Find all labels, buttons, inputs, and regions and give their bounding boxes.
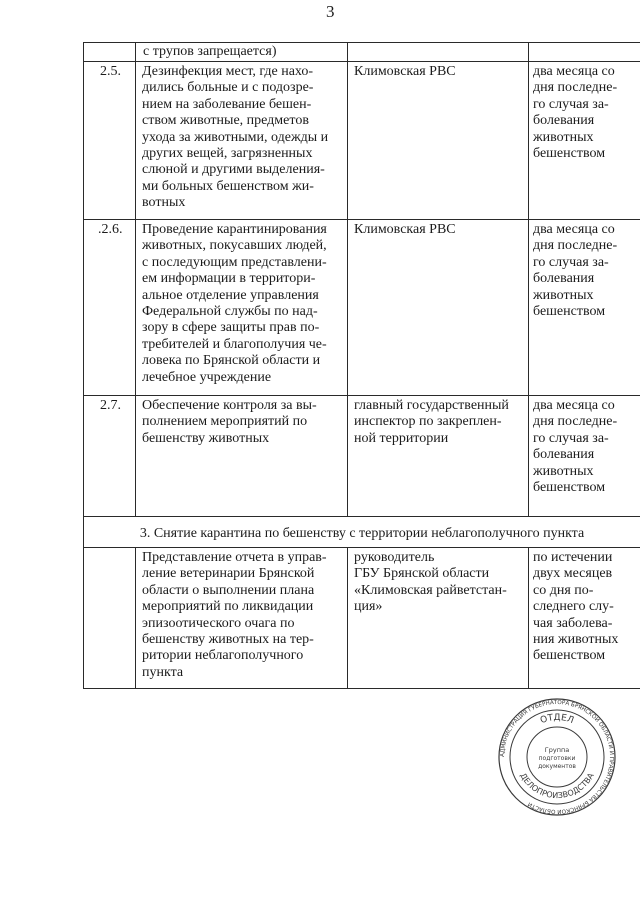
table-rule-section3-bottom [83,547,640,548]
stamp-ring-bottom-text: ДЕЛОПРОИЗВОДСТВА [518,771,596,801]
office-stamp [497,697,617,817]
row-2-7-responsible: главный государственный инспектор по закреплен- ной территории [354,398,509,446]
column-divider-2 [347,42,348,516]
section-3-heading: 3. Снятие карантина по бешенству с территории неблагополучного пункта [139,526,585,541]
table-rule-row-2-6 [83,219,640,220]
table-rule-row-2-7 [83,395,640,396]
table-rule-bottom [83,688,640,689]
row-2-5-deadline: два месяца со дня последне- го случая за- болевания животных бешенством [533,64,618,162]
row-2-5-responsible: Климовская РВС [354,64,456,79]
table-left-border [83,42,84,688]
row-2-7-action: Обеспечение контроля за вы- полнением мероприятий по бешенству животных [142,398,317,446]
row-0-action: с трупов запрещается) [143,44,277,59]
row-2-5-action: Дезинфекция мест, где нахо- дились больные и с подозре- нием на заболевание бешен- ством животные, предметов ухода за животными, одежды и других вещей, загрязненных слюной и другими выделения- ми больных бешенством жи- вотных [142,64,329,211]
table-rule-row-2-5 [83,61,640,62]
stamp-outer-text: АДМИНИСТРАЦИЯ ГУБЕРНАТОРА БРЯНСКОЙ ОБЛАСТИ И ПРАВИТЕЛЬСТВА БРЯНСКОЙ ОБЛАСТИ [499,699,615,815]
column-divider-3-final [528,547,529,688]
row-2-7-deadline: два месяца со дня последне- го случая за- болевания животных бешенством [533,398,618,496]
row-2-7-number: 2.7. [100,398,121,413]
table-rule-section3-top [83,516,640,517]
column-divider-1-final [135,547,136,688]
stamp-center-line-1: Группа [544,746,570,754]
page-number: 3 [326,2,335,21]
final-row-deadline: по истечении двух месяцев со дня по- следнего слу- чая заболева- ния животных бешенством [533,550,619,664]
row-2-6-number: .2.6. [98,222,123,237]
row-2-6-action: Проведение карантинирования животных, покусавших людей, с последующим представлени- ем информации в территори- альное отделение управления Федеральной службы по над- зору в сфере защиты прав по- требителей и благополучия че- ловека по Брянской области и лечебное учреждение [142,222,327,385]
stamp-center-line-3: документов [538,763,576,770]
final-row-responsible: руководитель ГБУ Брянской области «Климовская райветстан- ция» [354,550,507,615]
column-divider-1 [135,42,136,516]
stamp-ring-top-text: ОТДЕЛ [539,712,575,727]
row-2-6-responsible: Климовская РВС [354,222,456,237]
column-divider-3 [528,42,529,516]
table-rule-top [83,42,640,43]
stamp-center-line-2: подготовки [538,755,576,762]
svg-text:ОТДЕЛ [539,713,575,726]
column-divider-2-final [347,547,348,688]
row-2-6-deadline: два месяца со дня последне- го случая за- болевания животных бешенством [533,222,618,320]
final-row-action: Представление отчета в управ- ление ветеринарии Брянской области о выполнении плана мероприятий по ликвидации эпизоотического очага по бешенству животных на тер- ритории неблагополучного пункта [142,550,327,680]
row-2-5-number: 2.5. [100,64,121,79]
